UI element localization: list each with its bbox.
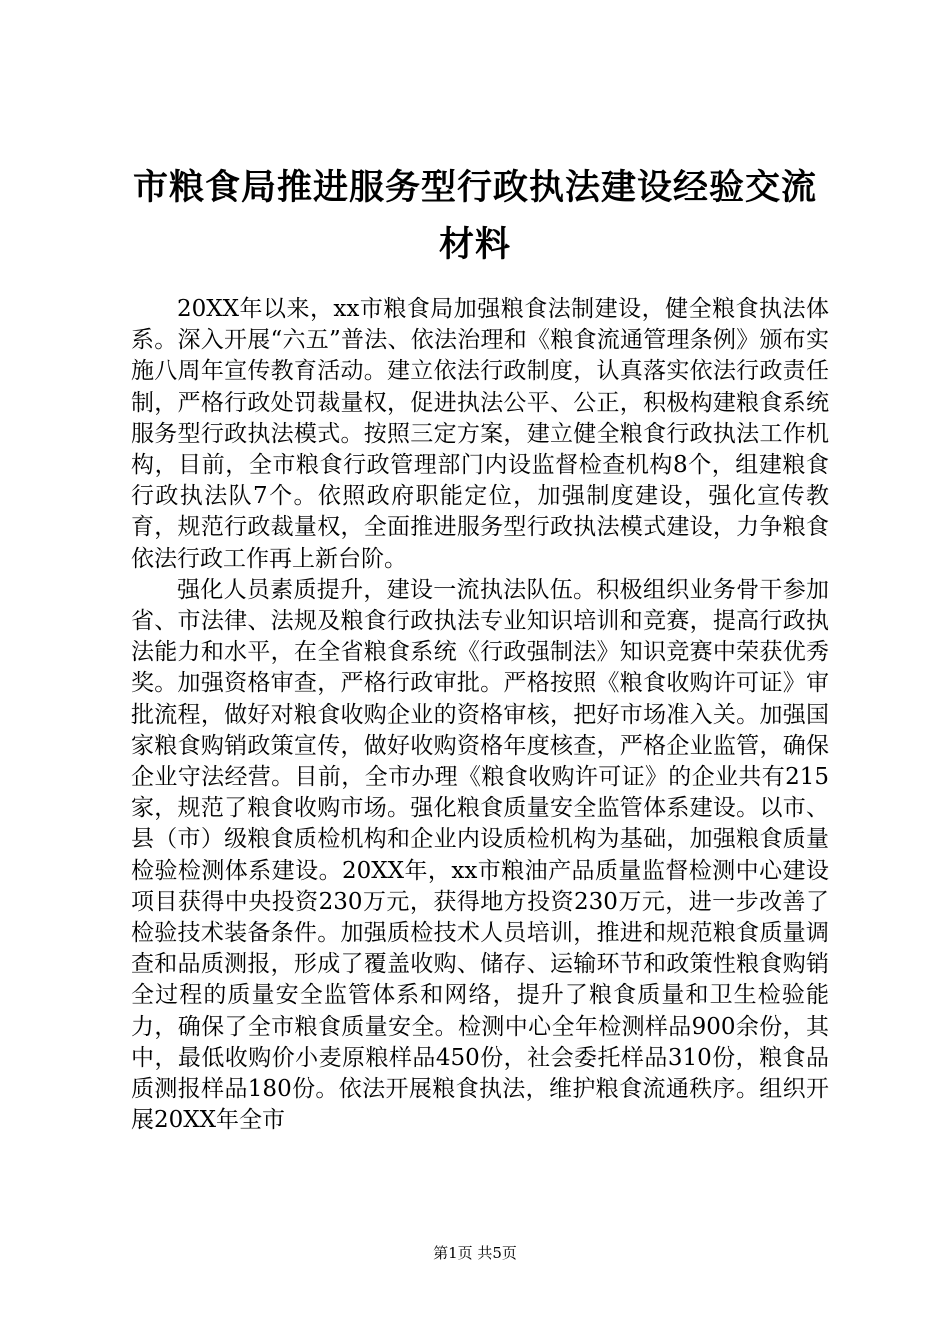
body-paragraph-2: 强化人员素质提升，建设一流执法队伍。积极组织业务骨干参加省、市法律、法规及粮食行政执法专业知识培训和竞赛，提高行政执法能力和水平，在全省粮食系统《行政强制法》知识竞赛中荣获优秀奖。加强资格审查，严格行政审批。严格按照《粮食收购许可证》审批流程，做好对粮食收购企业的资格审核，把好市场准入关。加强国家粮食购销政策宣传，做好收购资格年度核查，严格企业监管，确保企业守法经营。目前，全市办理《粮食收购许可证》的企业共有215家，规范了粮食收购市场。强化粮食质量安全监管体系建设。以市、县（市）级粮食质检机构和企业内设质检机构为基础，加强粮食质量检验检测体系建设。20XX年，xx市粮油产品质量监督检测中心建设项目获得中央投资230万元，获得地方投资230万元，进一步改善了检验技术装备条件。加强质检技术人员培训，推进和规范粮食质量调查和品质测报，形成了覆盖收购、储存、运输环节和政策性粮食购销全过程的质量安全监管体系和网络，提升了粮食质量和卫生检验能力，确保了全市粮食质量安全。检测中心全年检测样品900余份，其中，最低收购价小麦原粮样品450份，社会委托样品310份，粮食品质测报样品180份。依法开展粮食执法，维护粮食流通秩序。组织开展20XX年全市 bbox=[131, 576, 829, 1134]
document-body bbox=[131, 294, 829, 1136]
page-number-footer: 第1页 共5页 bbox=[433, 1244, 517, 1262]
document-title: 市粮食局推进服务型行政执法建设经验交流材料 bbox=[132, 168, 817, 265]
body-paragraph-1: 20XX年以来，xx市粮食局加强粮食法制建设，健全粮食执法体系。深入开展“六五”普法、依法治理和《粮食流通管理条例》颁布实施八周年宣传教育活动。建立依法行政制度，认真落实依法行政责任制，严格行政处罚裁量权，促进执法公平、公正，积极构建粮食系统服务型行政执法模式。按照三定方案，建立健全粮食行政执法工作机构，目前，全市粮食行政管理部门内设监督检查机构8个，组建粮食行政执法队7个。依照政府职能定位，加强制度建设，强化宣传教育，规范行政裁量权，全面推进服务型行政执法模式建设，力争粮食依法行政工作再上新台阶。 bbox=[131, 296, 829, 572]
